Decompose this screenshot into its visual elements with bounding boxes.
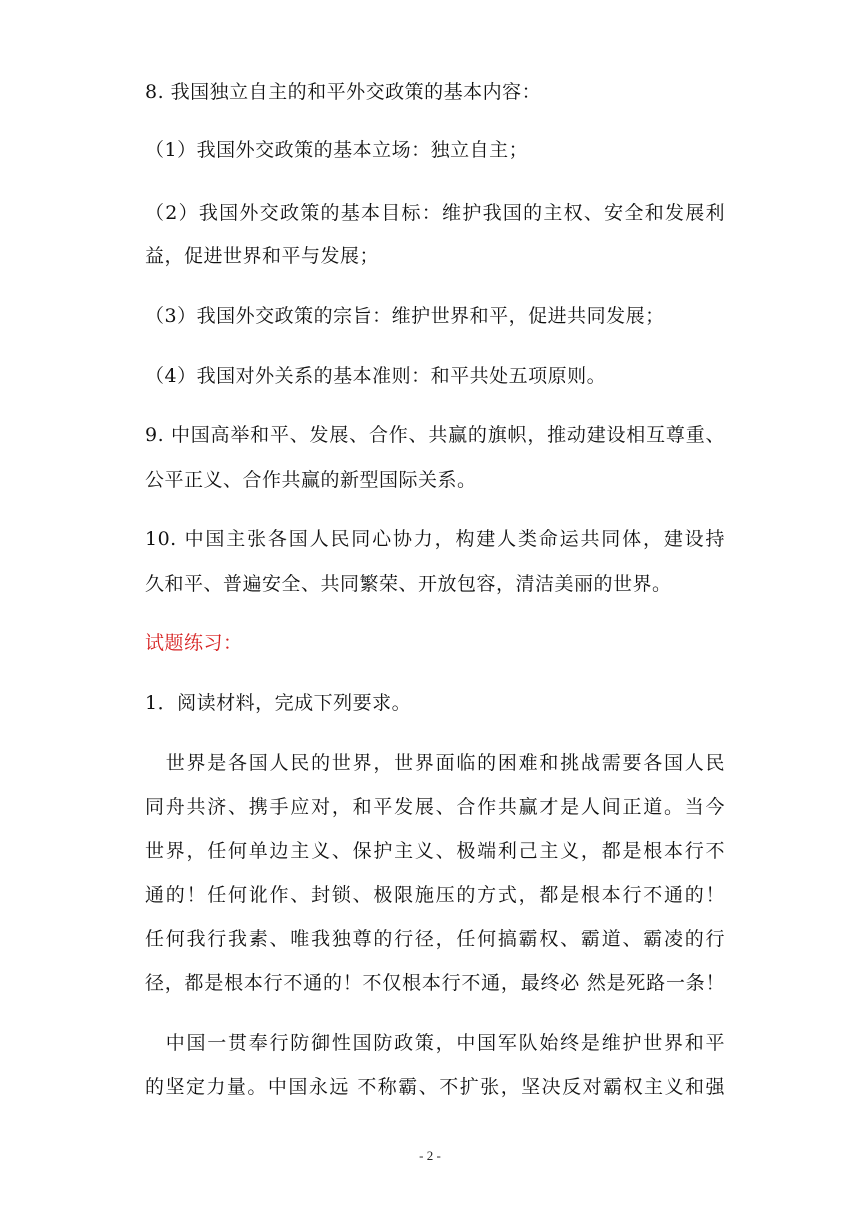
material-paragraph-2-line-2: 的坚定力量。中国永远 不称霸、不扩张，坚决反对霸权主义和强 [145, 1076, 725, 1098]
item-8-point-2-line-2: 益，促进世界和平与发展； [145, 245, 380, 267]
material-paragraph-1-line-6: 径，都是根本行不通的！不仅根本行不通，最终必 然是死路一条！ [145, 972, 725, 994]
item-10-line-2: 久和平、普遍安全、共同繁荣、开放包容，清洁美丽的世界。 [145, 573, 672, 595]
item-9-line-1: 9. 中国高举和平、发展、合作、共赢的旗帜，推动建设相互尊重、 [145, 424, 725, 446]
material-paragraph-2-line-1: 中国一贯奉行防御性国防政策，中国军队始终是维护世界和平 [145, 1032, 725, 1054]
item-8-point-2-line-1: （2）我国外交政策的基本目标：维护我国的主权、安全和发展利 [145, 202, 725, 224]
item-8-point-1: （1）我国外交政策的基本立场：独立自主； [145, 139, 529, 161]
material-paragraph-1-line-1: 世界是各国人民的世界，世界面临的困难和挑战需要各国人民 [145, 752, 725, 774]
item-8-point-3: （3）我国外交政策的宗旨：维护世界和平，促进共同发展； [145, 305, 665, 327]
page-number: - 2 - [419, 1148, 441, 1163]
material-paragraph-1-line-4: 通的！任何讹作、封锁、极限施压的方式，都是根本行不通的！ [145, 884, 725, 906]
item-10-line-1: 10. 中国主张各国人民同心协力，构建人类命运共同体，建设持 [145, 528, 725, 550]
exercise-heading: 试题练习： [145, 632, 243, 654]
material-paragraph-1-line-2: 同舟共济、携手应对，和平发展、合作共赢才是人间正道。当今 [145, 796, 725, 818]
material-paragraph-1-line-3: 世界，任何单边主义、保护主义、极端利己主义，都是根本行不 [145, 840, 725, 862]
item-8-point-4: （4）我国对外关系的基本准则：和平共处五项原则。 [145, 365, 607, 387]
question-1-prompt: 1．阅读材料，完成下列要求。 [145, 692, 412, 714]
item-8-heading: 8. 我国独立自主的和平外交政策的基本内容： [145, 81, 542, 103]
material-paragraph-1-line-5: 任何我行我素、唯我独尊的行径，任何搞霸权、霸道、霸凌的行 [145, 928, 725, 950]
item-9-line-2: 公平正义、合作共赢的新型国际关系。 [145, 469, 477, 491]
